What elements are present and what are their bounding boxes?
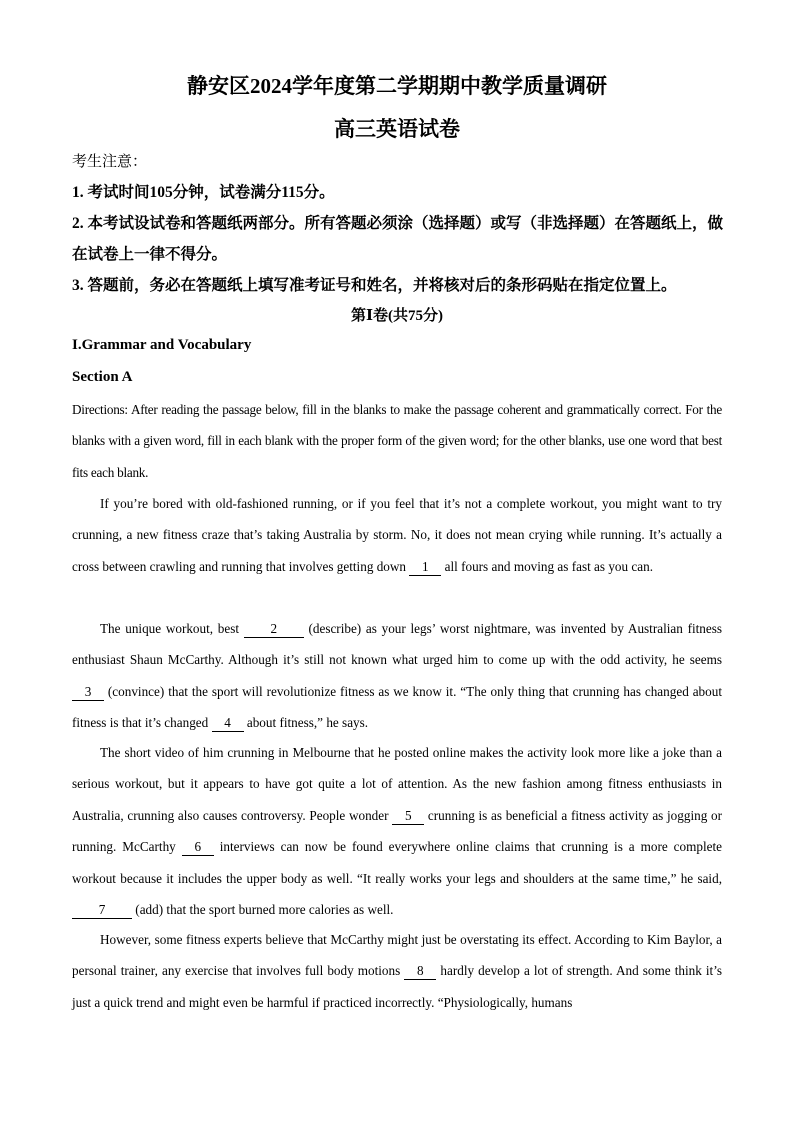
notice-rule-1: 1. 考试时间105分钟，试卷满分115分。	[72, 184, 335, 201]
blank-8: 8	[404, 963, 436, 980]
blank-6: 6	[182, 839, 214, 856]
paragraph-text: about fitness,” he says.	[243, 715, 369, 731]
exam-title: 静安区2024学年度第二学期期中教学质量调研	[187, 74, 607, 98]
paragraph-text: hardly develop a lot of strength. And some think it’s just a quick trend and might even be harmful if practiced incorrectly. “Physiologically, humans	[72, 963, 722, 1010]
passage-paragraph-1	[72, 488, 722, 582]
blank-2: 2	[244, 621, 304, 638]
blank-1: 1	[409, 559, 441, 576]
passage-paragraph-3	[72, 737, 722, 925]
passage-paragraph-4	[72, 924, 722, 1018]
paragraph-text: interviews can now be found everywhere online claims that crunning is a more complete workout because it includes the upper body as well. “It really works your legs and shoulders at the same time,” he said,	[72, 839, 723, 886]
notice-heading: 考生注意：	[72, 154, 148, 170]
paragraph-text: The unique workout, best	[100, 621, 244, 636]
paragraph-text: If you’re bored with old-fashioned running, or if you feel that it’s not a complete workout, you might want to try crunning, a new fitness craze that’s taking Australia by storm. No, it does not mean crying while running. It’s actually a cross between crawling and running that involves getting down	[72, 496, 722, 574]
paragraph-text: crunning is as beneficial a fitness activity as jogging or running. McCarthy	[72, 807, 722, 855]
blank-3: 3	[72, 684, 104, 701]
paragraph-text: The short video of him crunning in Melbourne that he posted online makes the activity look more like a joke than a serious workout, but it appears to have got quite a lot of attention. As the new fashion among fitness enthusiasts in Australia, crunning also causes controversy. People wonder	[72, 745, 722, 823]
blank-5: 5	[392, 808, 424, 825]
notice-rule-3: 3. 答题前，务必在答题纸上填写准考证号和姓名，并将核对后的条形码贴在指定位置上。	[72, 277, 677, 294]
directions-text: Directions: After reading the passage below, fill in the blanks to make the passage coherent and grammatically correct. For the blanks with a given word, fill in each blank with the proper form of the given word; for the other blanks, use one word that best fits each blank.	[72, 402, 722, 480]
blank-7: 7	[72, 902, 132, 919]
section-heading: I.Grammar and Vocabulary	[72, 337, 252, 353]
notice-rule-2: 2. 本考试设试卷和答题纸两部分。所有答题必须涂（选择题）或写（非选择题）在答题纸上，做在试卷上一律不得分。	[72, 215, 724, 263]
part-heading: 第Ⅰ卷(共75分)	[350, 308, 443, 324]
paragraph-text: However, some fitness experts believe that McCarthy might just be overstating its effect. According to Kim Baylor, a personal trainer, any exercise that involves full body motions	[72, 932, 722, 979]
subsection-heading: Section A	[72, 369, 133, 385]
blank-4: 4	[212, 715, 244, 732]
exam-subtitle: 高三英语试卷	[334, 117, 460, 141]
paragraph-text: (add) that the sport burned more calories as well.	[132, 902, 394, 918]
paragraph-text: (convince) that the sport will revolutionize fitness as we know it. “The only thing that crunning has changed about fitness is that it’s changed	[72, 683, 722, 731]
paragraph-text: all fours and moving as fast as you can.	[441, 558, 653, 574]
passage-paragraph-2	[72, 613, 722, 739]
paragraph-text: (describe) as your legs’ worst nightmare, was invented by Australian fitness enthusiast Shaun McCarthy. Although it’s still not known what urged him to come up with the odd activity, he seems	[72, 621, 722, 668]
